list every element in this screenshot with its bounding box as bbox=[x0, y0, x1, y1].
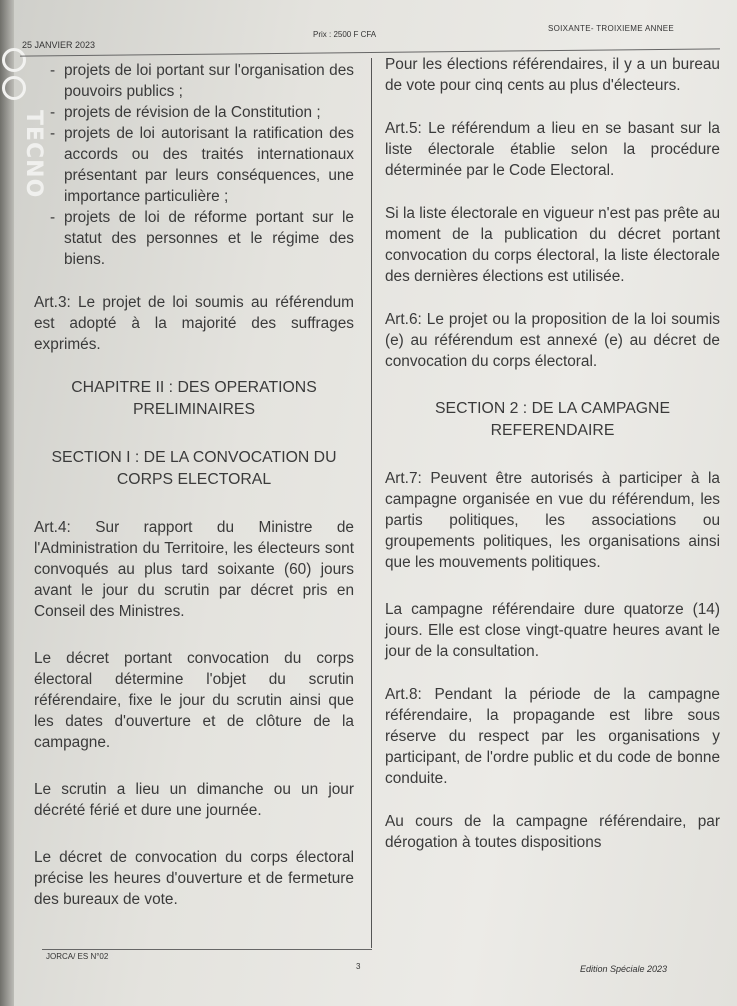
footer-edition: Edition Spéciale 2023 bbox=[580, 964, 668, 974]
section-1-heading: SECTION I : DE LA CONVOCATION DU CORPS ELECTORAL bbox=[51, 449, 337, 488]
list-item: - projets de loi autorisant la ratification des accords ou des traités internationaux présentant par leurs conséquences, une importance particulière ; bbox=[50, 125, 354, 205]
article-5 bbox=[385, 118, 720, 181]
list-item-text: projets de révision de la Constitution ; bbox=[64, 104, 321, 121]
page-number: 3 bbox=[356, 962, 361, 971]
article-text: Sur rapport du Ministre de l'Administration du Territoire, les électeurs sont convoqués au plus tard soixante (60) jours avant le jour du scrutin par décret pris en Conseil des Ministres. bbox=[34, 519, 354, 620]
list-item-text: projets de loi de réforme portant sur le statut des personnes et le régime des biens. bbox=[64, 209, 354, 268]
article-label: Art.3: bbox=[34, 294, 71, 311]
article-label: Art.7: bbox=[385, 470, 422, 487]
article-text: Le référendum a lieu en se basant sur la liste électorale établie selon la procédure déterminée par le Code Electoral. bbox=[385, 120, 720, 179]
paragraph-decret: Le décret portant convocation du corps électoral détermine l'objet du scrutin référendaire, fixe le jour du scrutin ainsi que les dates d'ouverture et de clôture de la campagne. bbox=[34, 650, 354, 751]
camera-watermark: TECNO bbox=[21, 110, 46, 199]
header-price: Prix : 2500 F CFA bbox=[313, 30, 377, 39]
paragraph-liste: Si la liste électorale en vigueur n'est pas prête au moment de la publication du décret portant convocation du corps électoral, la liste électorale des dernières élections est utilisée. bbox=[385, 205, 720, 285]
footer-rule bbox=[42, 949, 372, 950]
paragraph-campagne: La campagne référendaire dure quatorze (14) jours. Elle est close vingt-quatre heures avant le jour de la consultation. bbox=[385, 601, 720, 660]
column-divider bbox=[371, 58, 372, 948]
article-label: Art.6: bbox=[385, 311, 422, 328]
article-4 bbox=[34, 517, 354, 622]
paragraph-heures: Le décret de convocation du corps électoral précise les heures d'ouverture et de fermeture des bureaux de vote. bbox=[34, 849, 354, 908]
article-label: Art.4: bbox=[34, 519, 71, 536]
article-7 bbox=[385, 468, 720, 573]
article-text: Le projet ou la proposition de la loi soumis (e) au référendum est annexé (e) au décret de convocation du corps électoral. bbox=[385, 311, 720, 370]
paragraph-derogation: Au cours de la campagne référendaire, par dérogation à toutes dispositions bbox=[385, 813, 720, 851]
right-column bbox=[385, 54, 720, 853]
article-text: Pendant la période de la campagne référendaire, la propagande est libre sous réserve du respect par les organisations y participant, de l'ordre public et du code de bonne conduite. bbox=[385, 686, 720, 787]
list-item-text: projets de loi portant sur l'organisation des pouvoirs publics ; bbox=[64, 62, 354, 100]
section-2-heading: SECTION 2 : DE LA CAMPAGNE REFERENDAIRE bbox=[435, 400, 670, 439]
article-3 bbox=[34, 292, 354, 355]
list-item-text: projets de loi autorisant la ratification des accords ou des traités internationaux présentant par leurs conséquences, une importance particulière ; bbox=[64, 125, 354, 205]
chapter-heading: CHAPITRE II : DES OPERATIONS PRELIMINAIRES bbox=[71, 379, 317, 418]
article-6 bbox=[385, 309, 720, 372]
article-text: Peuvent être autorisés à participer à la campagne organisée en vue du référendum, les partis politiques, les associations ou groupements politiques, les organisations ainsi que les mouvements politiques. bbox=[385, 470, 720, 571]
left-column bbox=[34, 60, 354, 910]
paragraph-bureau: Pour les élections référendaires, il y a un bureau de vote pour cinq cents au plus d'électeurs. bbox=[385, 56, 720, 94]
article-label: Art.5: bbox=[385, 120, 422, 137]
list-item: - projets de loi portant sur l'organisation des pouvoirs publics ; bbox=[50, 62, 354, 100]
article-label: Art.8: bbox=[385, 686, 422, 703]
article-8 bbox=[385, 684, 720, 789]
article-text: Le projet de loi soumis au référendum est adopté à la majorité des suffrages exprimés. bbox=[34, 294, 354, 353]
header-year: SOIXANTE- TROIXIEME ANNEE bbox=[548, 24, 675, 33]
paragraph-scrutin: Le scrutin a lieu un dimanche ou un jour décrété férié et dure une journée. bbox=[34, 781, 354, 819]
header-date: 25 JANVIER 2023 bbox=[22, 40, 96, 50]
list-item: - projets de révision de la Constitution ; bbox=[34, 102, 354, 123]
list-item: - projets de loi de réforme portant sur le statut des personnes et le régime des biens. bbox=[50, 209, 354, 268]
footer-reference: JORCA/ ES N°02 bbox=[46, 952, 109, 961]
